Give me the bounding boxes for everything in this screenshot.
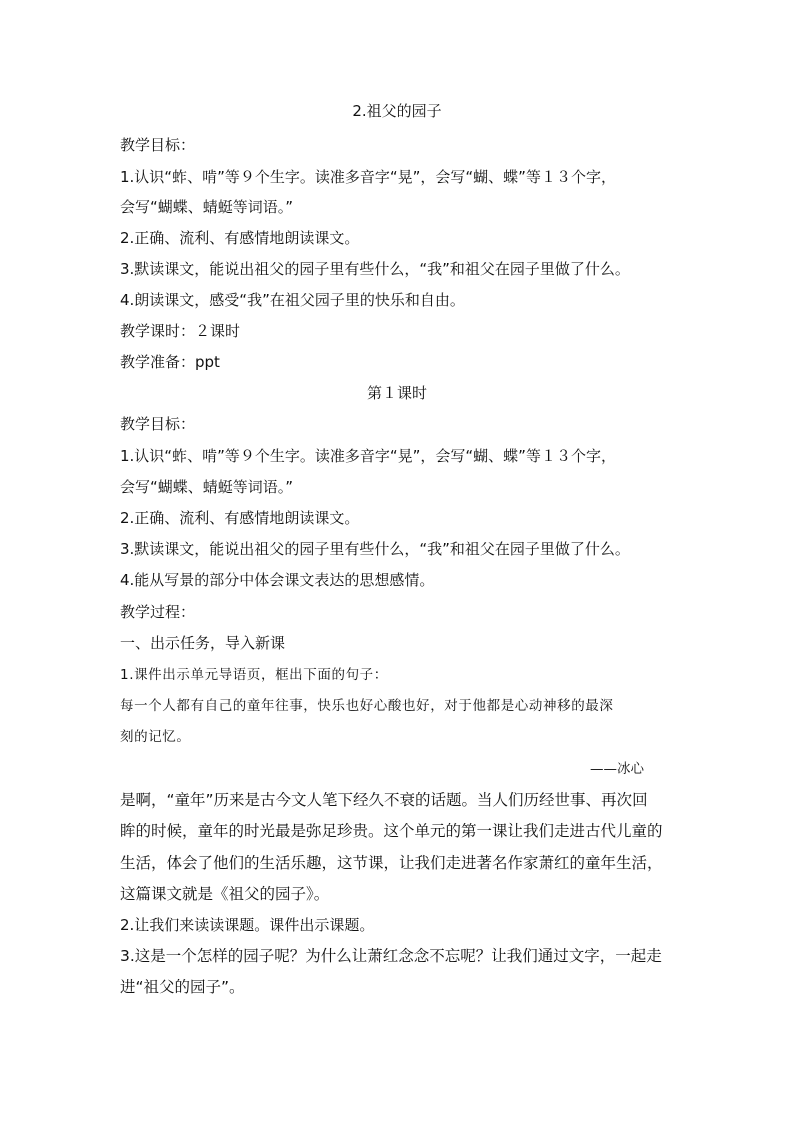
paragraph-line: 是啊，“童年”历来是古今文人笔下经久不衰的话题。当人们历经世事、再次回 [120,791,648,809]
session-objective-line: 会写“蝴蝶、蜻蜓等词语。” [120,478,294,496]
session-objective-line: 4.能从写景的部分中体会课文表达的思想感情。 [120,571,435,589]
step1-line: 1.课件出示单元导语页，框出下面的句子： [120,667,388,683]
quote-line: 刻的记忆。 [120,729,191,745]
process-heading: 教学过程： [120,603,196,621]
hours-line: 教学课时：２课时 [120,322,241,340]
session-objectives-heading: 教学目标： [120,415,196,433]
session-objective-line: 2.正确、流利、有感情地朗读课文。 [120,509,360,527]
quote-author: ——冰心 [590,761,644,777]
session-title: 第１课时 [366,384,427,402]
objectives-heading: 教学目标： [120,136,196,154]
objective-line: 2.正确、流利、有感情地朗读课文。 [120,229,360,247]
session-objective-line: 3.默读课文，能说出祖父的园子里有些什么，“我”和祖父在园子里做了什么。 [120,540,630,558]
paragraph-line: 眸的时候，童年的时光最是弥足珍贵。这个单元的第一课让我们走进古代儿童的 [120,822,663,840]
lesson-title: 2.祖父的园子 [352,102,442,120]
step3-line: 3.这是一个怎样的园子呢？为什么让萧红念念不忘呢？让我们通过文字，一起走 [120,947,662,965]
step2-line: 2.让我们来读读课题。课件出示课题。 [120,916,375,934]
prep-line: 教学准备：ppt [120,353,220,371]
quote-line: 每一个人都有自己的童年往事，快乐也好心酸也好，对于他都是心动神移的最深 [120,698,614,714]
session-objective-line: 1.认识“蚱、啃”等９个生字。读准多音字“晃”，会写“蝴、蝶”等１３个字， [120,447,616,465]
objective-line: 1.认识“蚱、啃”等９个生字。读准多音字“晃”，会写“蝴、蝶”等１３个字， [120,168,616,186]
objective-line: 4.朗读课文，感受“我”在祖父园子里的快乐和自由。 [120,291,465,309]
paragraph-line: 这篇课文就是《祖父的园子》。 [120,885,330,903]
step3-line: 进“祖父的园子”。 [120,978,245,996]
objective-line: 会写“蝴蝶、蜻蜓等词语。” [120,198,294,216]
paragraph-line: 生活，体会了他们的生活乐趣，这节课，让我们走进著名作家萧红的童年生活， [120,854,663,872]
section1-heading: 一、出示任务，导入新课 [120,634,286,652]
objective-line: 3.默读课文，能说出祖父的园子里有些什么，“我”和祖父在园子里做了什么。 [120,260,630,278]
